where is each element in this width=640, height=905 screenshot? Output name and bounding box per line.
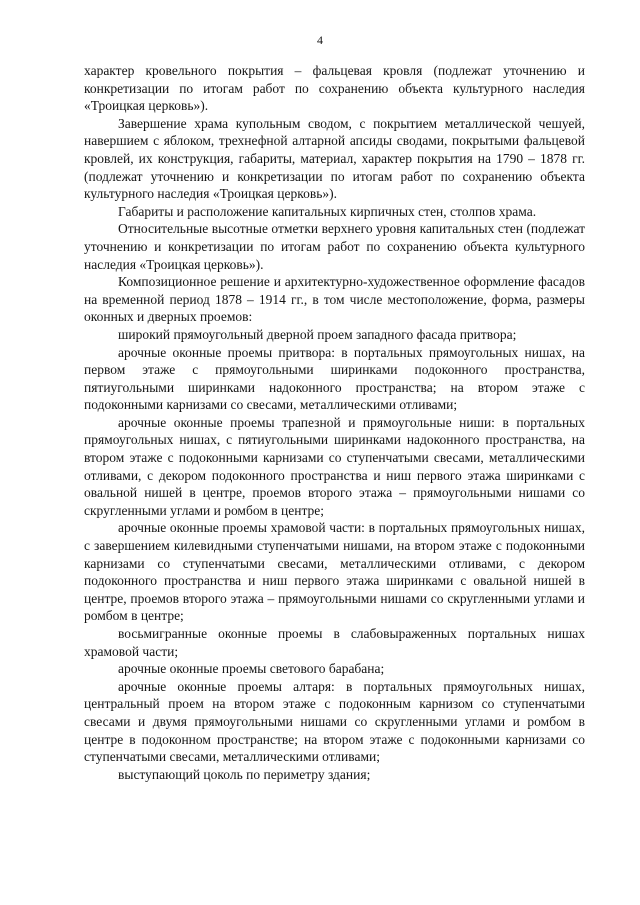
paragraph: арочные оконные проемы светового барабана;	[118, 661, 385, 677]
paragraph: арочные оконные проемы притвора: в портальных прямоугольных нишах, на первом этаже с прямоугольными ширинками подоконного пространства, пятиугольными ширинками надоконного пространства; на втором этаже с подоконными карнизами со свесами, металлическими отливами;	[84, 344, 585, 413]
paragraph: арочные оконные проемы храмовой части: в портальных прямоугольных нишах, с завершением килевидными ступенчатыми нишами, на втором этаже с подоконными карнизами со ступенчатыми свесами, металлическими отливами, с декором подоконного пространства и ниш первого этажа ширинками с овальной нишей в центре, проемов второго этажа – прямоугольными нишами со скругленными углами и ромбом в центре;	[84, 520, 585, 624]
paragraph: выступающий цоколь по периметру здания;	[118, 766, 371, 782]
paragraph: Завершение храма купольным сводом, с покрытием металлической чешуей, навершием с яблоком, трехнефной алтарной апсиды сводами, покрытыми фальцевой кровлей, их конструкция, габариты, материал, характер покрытия на 1790 – 1878 гг. (подлежат уточнению и конкретизации по итогам работ по сохранению объекта культурного наследия «Троицкая церковь»).	[84, 115, 585, 202]
paragraph: характер кровельного покрытия – фальцевая кровля (подлежат уточнению и конкретизации по итогам работ по сохранению объекта культурного наследия «Троицкая церковь»).	[84, 63, 585, 114]
page-number: 4	[317, 33, 323, 47]
paragraph: Габариты и расположение капитальных кирпичных стен, столпов храма.	[118, 203, 537, 219]
document-body	[84, 62, 585, 783]
paragraph: Композиционное решение и архитектурно-художественное оформление фасадов на временной период 1878 – 1914 гг., в том числе местоположение, форма, размеры оконных и дверных проемов:	[84, 274, 585, 325]
paragraph: широкий прямоугольный дверной проем западного фасада притвора;	[118, 326, 517, 342]
paragraph: арочные оконные проемы алтаря: в портальных прямоугольных нишах, центральный проем на втором этаже с подоконным карнизом со ступенчатыми свесами и двумя прямоугольными нишами со скругленными углами и ромбом в центре в подоконном пространстве; на втором этаже с подоконными карнизами со ступенчатыми свесами, металлическими отливами;	[84, 678, 585, 765]
paragraph: Относительные высотные отметки верхнего уровня капитальных стен (подлежат уточнению и конкретизации по итогам работ по сохранению объекта культурного наследия «Троицкая церковь»).	[84, 221, 585, 272]
paragraph: восьмигранные оконные проемы в слабовыраженных портальных нишах храмовой части;	[84, 626, 585, 659]
paragraph: арочные оконные проемы трапезной и прямоугольные ниши: в портальных прямоугольных нишах, с пятиугольными ширинками надоконного пространства, на втором этаже с подоконными карнизами со ступенчатыми свесами, металлическими отливами, с декором подоконного пространства и ниш первого этажа ширинками с овальной нишей в центре, проемов второго этажа – прямоугольными нишами со скругленными углами и ромбом в центре;	[84, 414, 585, 518]
